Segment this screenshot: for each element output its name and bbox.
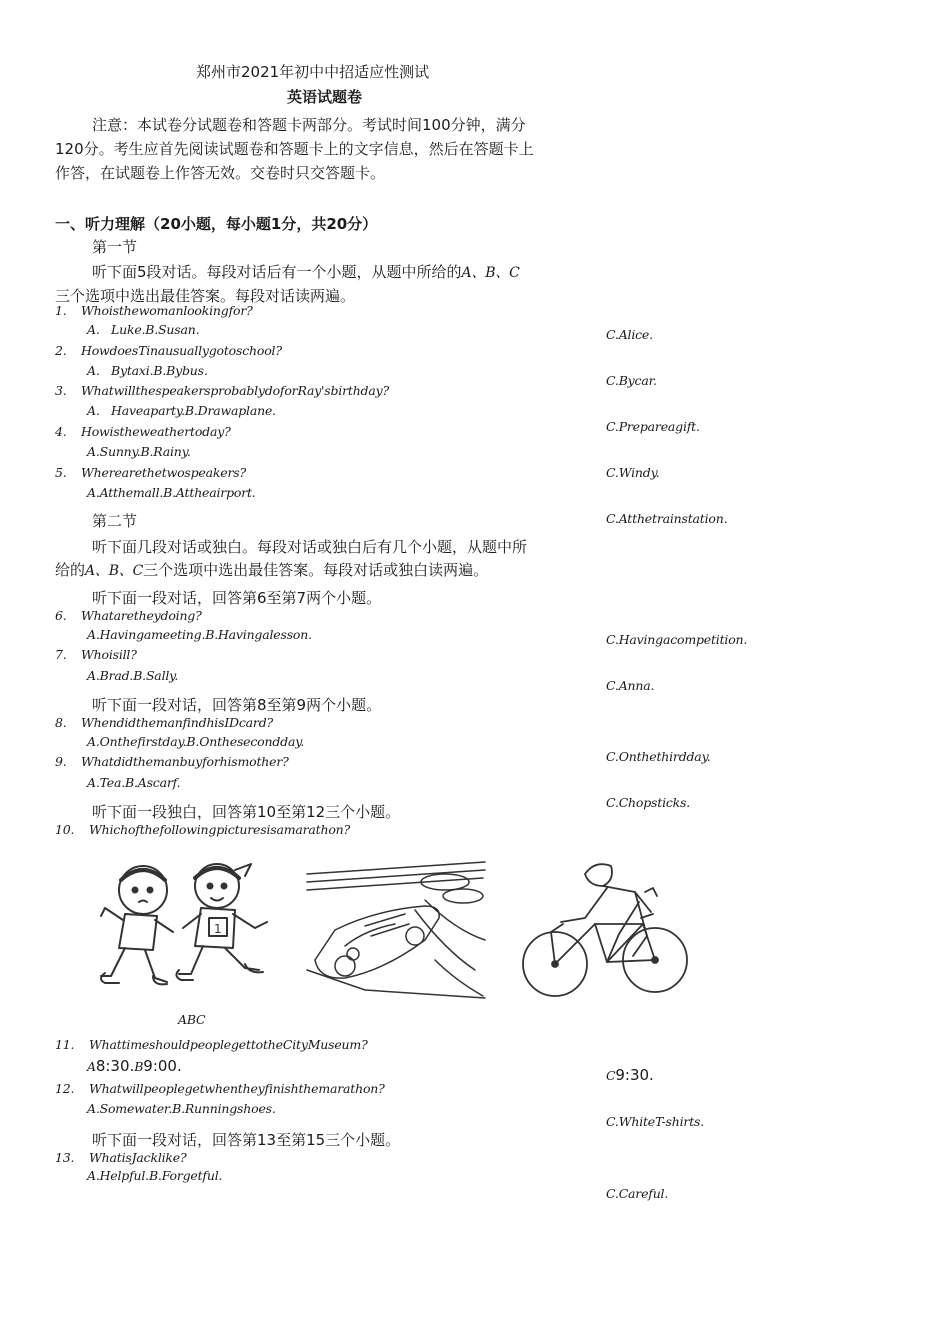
question-5-options-ab: A.Atthemall.B.Attheairport. bbox=[87, 485, 256, 500]
group-6-7-instruction: 听下面一段对话，回答第6至第7两个小题。 bbox=[92, 589, 382, 607]
question-9: 9. Whatdidthemanbuyforhismother? bbox=[55, 754, 289, 769]
instruction-text: 听下面5段对话。每段对话后有一个小题，从题中所给的 bbox=[92, 263, 462, 281]
question-3: 3. WhatwillthespeakersprobablydoforRay'sbirthday? bbox=[55, 383, 389, 398]
group-10-12-instruction: 听下面一段独白，回答第10至第12三个小题。 bbox=[92, 803, 401, 821]
group-8-9-instruction: 听下面一段对话，回答第8至第9两个小题。 bbox=[92, 696, 382, 714]
notice-line-1: 注意：本试卷分试题卷和答题卡两部分。考试时间100分钟，满分 bbox=[92, 116, 526, 134]
question-7-option-c: C.Anna. bbox=[606, 678, 655, 693]
question-3-options-ab: A. Haveaparty.B.Drawaplane. bbox=[87, 403, 276, 418]
runners-picture bbox=[95, 848, 275, 1003]
question-2-options-ab: A. Bytaxi.B.Bybus. bbox=[87, 363, 208, 378]
question-2-option-c: C.Bycar. bbox=[606, 373, 657, 388]
instruction-abc: A、B、C bbox=[461, 265, 520, 281]
race-cars-picture bbox=[305, 860, 487, 1000]
question-11-options-ab: A8:30.B9:00. bbox=[87, 1057, 182, 1075]
question-6-option-c: C.Havingacompetition. bbox=[606, 632, 748, 647]
question-9-options-ab: A.Tea.B.Ascarf. bbox=[87, 775, 181, 790]
section1-label: 第一节 bbox=[92, 238, 138, 256]
question-6-options-ab: A.Havingameeting.B.Havingalesson. bbox=[87, 627, 312, 642]
question-12-option-c: C.WhiteT-shirts. bbox=[606, 1114, 705, 1129]
question-8-options-ab: A.Onthefirstday.B.Onthesecondday. bbox=[87, 734, 305, 749]
runner-bib-number: 1 bbox=[214, 922, 222, 936]
question-9-option-c: C.Chopsticks. bbox=[606, 795, 691, 810]
question-4: 4. Howistheweathertoday? bbox=[55, 424, 231, 439]
group-13-15-instruction: 听下面一段对话，回答第13至第15三个小题。 bbox=[92, 1131, 401, 1149]
question-7: 7. Whoisill? bbox=[55, 647, 137, 662]
section2-instruction-line-1: 听下面几段对话或独白。每段对话或独白后有几个小题，从题中所 bbox=[92, 538, 528, 556]
question-11-option-c: C9:30. bbox=[606, 1066, 654, 1084]
notice-line-3: 作答，在试题卷上作答无效。交卷时只交答题卡。 bbox=[55, 164, 386, 182]
cyclist-picture bbox=[515, 852, 693, 1002]
question-13-options-ab: A.Helpful.B.Forgetful. bbox=[87, 1168, 223, 1183]
question-11: 11. WhattimeshouldpeoplegettotheCityMuseum? bbox=[55, 1037, 368, 1052]
question-1-options-ab: A. Luke.B.Susan. bbox=[87, 322, 200, 337]
question-3-option-c: C.Prepareagift. bbox=[606, 419, 700, 434]
question-5-option-c: C.Atthetrainstation. bbox=[606, 511, 728, 526]
section2-label: 第二节 bbox=[92, 512, 138, 530]
exam-title: 郑州市2021年初中中招适应性测试 bbox=[196, 63, 430, 81]
question-1-option-c: C.Alice. bbox=[606, 327, 653, 342]
notice-line-2: 120分。考生应首先阅读试题卷和答题卡上的文字信息，然后在答题卡上 bbox=[55, 140, 534, 158]
question-7-options-ab: A.Brad.B.Sally. bbox=[87, 668, 179, 683]
question-13-option-c: C.Careful. bbox=[606, 1186, 669, 1201]
question-10: 10. Whichofthefollowingpicturesisamarathon? bbox=[55, 822, 351, 837]
question-13: 13. WhatisJacklike? bbox=[55, 1150, 187, 1165]
part1-heading: 一、听力理解（20小题，每小题1分，共20分） bbox=[55, 215, 378, 233]
question-4-option-c: C.Windy. bbox=[606, 465, 660, 480]
pictures-caption: ABC bbox=[178, 1012, 206, 1027]
question-12-options-ab: A.Somewater.B.Runningshoes. bbox=[87, 1101, 276, 1116]
section2-instruction-line-2: 给的A、B、C三个选项中选出最佳答案。每段对话或独白读两遍。 bbox=[55, 561, 489, 579]
section1-instruction-line-1 bbox=[92, 261, 520, 282]
question-1: 1. Whoisthewomanlookingfor? bbox=[55, 303, 253, 318]
question-4-options-ab: A.Sunny.B.Rainy. bbox=[87, 444, 191, 459]
question-2: 2. HowdoesTinausuallygotoschool? bbox=[55, 343, 282, 358]
exam-subtitle: 英语试题卷 bbox=[287, 88, 363, 106]
question-8: 8. WhendidthemanfindhisIDcard? bbox=[55, 715, 274, 730]
question-8-option-c: C.Onthethirdday. bbox=[606, 749, 711, 764]
question-12: 12. Whatwillpeoplegetwhentheyfinishthemarathon? bbox=[55, 1081, 385, 1096]
section1-instruction-line-2: 三个选项中选出最佳答案。每段对话读两遍。 bbox=[55, 287, 356, 305]
question-6: 6. Whataretheydoing? bbox=[55, 608, 202, 623]
question-5: 5. Wherearethetwospeakers? bbox=[55, 465, 246, 480]
